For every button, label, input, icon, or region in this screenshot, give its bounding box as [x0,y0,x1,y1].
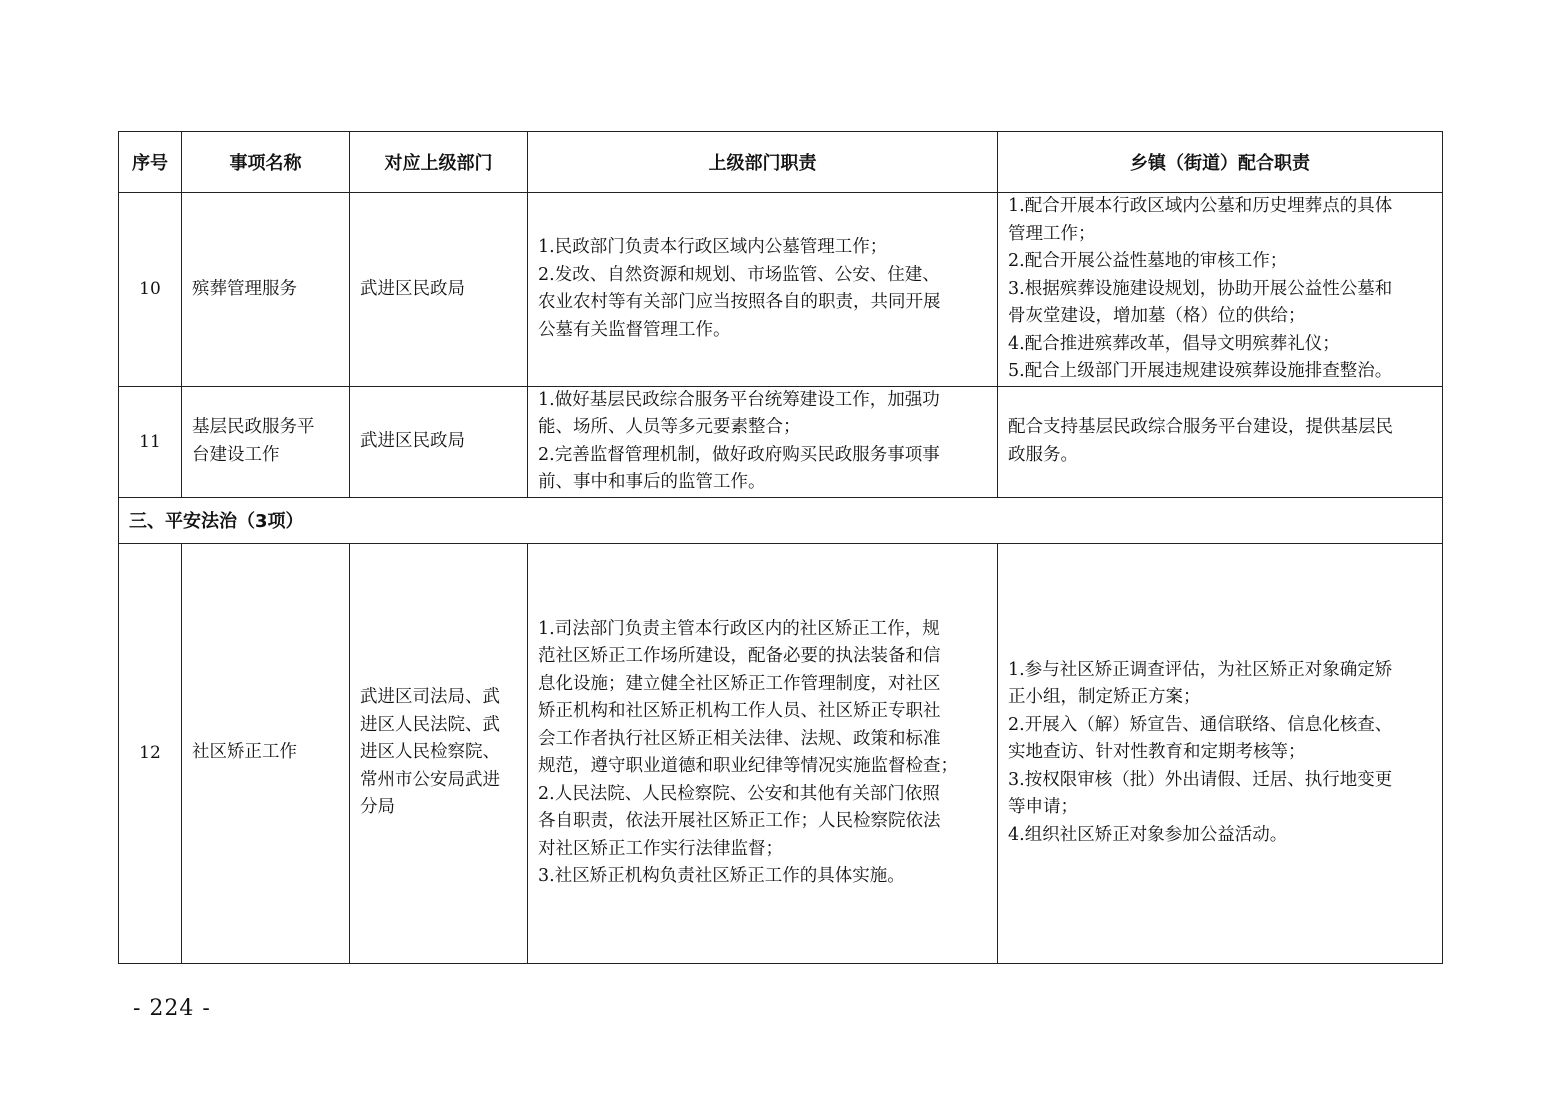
table-row [119,543,1443,963]
header-superior-duties: 上级部门职责 [528,132,998,193]
text-line: 4.配合推进殡葬改革，倡导文明殡葬礼仪； [1008,333,1340,354]
text-line: 前、事中和事后的监管工作。 [538,472,766,492]
text-line: 3.根据殡葬设施建设规划，协助开展公益性公墓和 [1008,278,1393,299]
section-row [119,497,1443,543]
text-line: 各自职责，依法开展社区矫正工作；人民检察院依法 [538,811,941,831]
row-item-name [182,543,350,963]
text-line: 骨灰堂建设，增加墓（格）位的供给； [1008,306,1306,326]
text-line: 2.人民法院、人民检察院、公安和其他有关部门依照 [538,783,940,804]
row-town-duties [998,193,1443,387]
text-line: 能、场所、人员等多元要素整合； [538,417,801,437]
text-line: 3.社区矫正机构负责社区矫正工作的具体实施。 [538,866,905,886]
header-town-duties: 乡镇（街道）配合职责 [998,132,1443,193]
text-line: 2.完善监督管理机制，做好政府购买民政服务事项事 [538,444,940,465]
text-line: 武进区司法局、武 [360,687,500,708]
header-item-name: 事项名称 [182,132,350,193]
header-department: 对应上级部门 [350,132,528,193]
text-line: 公墓有关监督管理工作。 [538,319,731,340]
text-line: 5.配合上级部门开展违规建设殡葬设施排查整治。 [1008,361,1393,381]
row-item-name [182,193,350,387]
table-header-row [119,132,1443,193]
text-line: 进区人民法院、武 [360,714,500,735]
row-town-duties [998,386,1443,497]
text-line: 2.发改、自然资源和规划、市场监管、公安、住建、 [538,264,940,285]
text-line: 武进区民政局 [360,430,465,451]
text-line: 矫正机构和社区矫正机构工作人员、社区矫正专职社 [538,701,941,721]
row-department [350,193,528,387]
text-line: 1.参与社区矫正调查评估，为社区矫正对象确定矫 [1008,659,1393,680]
text-line: 1.司法部门负责主管本行政区内的社区矫正工作，规 [538,618,940,639]
section-title: 三、平安法治（3项） [119,497,1443,543]
text-line: 2.配合开展公益性墓地的审核工作； [1008,251,1288,271]
header-number: 序号 [119,132,182,193]
text-line: 会工作者执行社区矫正相关法律、法规、政策和标准 [538,728,941,749]
row-superior-duties [528,543,998,963]
text-line: 殡葬管理服务 [192,278,297,299]
row-number: 10 [119,193,182,387]
row-department [350,543,528,963]
text-line: 对社区矫正工作实行法律监督； [538,838,783,859]
text-line: 1.民政部门负责本行政区域内公墓管理工作； [538,237,888,258]
duties-table [118,131,1443,964]
page-number: - 224 - [133,996,211,1021]
text-line: 管理工作； [1008,223,1096,244]
text-line: 农业农村等有关部门应当按照各自的职责，共同开展 [538,292,941,313]
text-line: 台建设工作 [192,444,280,465]
text-line: 规范，遵守职业道德和职业纪律等情况实施监督检查； [538,756,958,776]
row-number: 12 [119,543,182,963]
table-row [119,193,1443,387]
table-row [119,386,1443,497]
text-line: 武进区民政局 [360,278,465,299]
row-number: 11 [119,386,182,497]
row-item-name [182,386,350,497]
text-line: 1.配合开展本行政区域内公墓和历史埋葬点的具体 [1008,196,1393,216]
text-line: 基层民政服务平 [192,417,315,437]
text-line: 正小组，制定矫正方案； [1008,687,1201,708]
text-line: 4.组织社区矫正对象参加公益活动。 [1008,824,1288,845]
text-line: 配合支持基层民政综合服务平台建设，提供基层民 [1008,417,1393,437]
text-line: 政服务。 [1008,444,1078,465]
row-town-duties [998,543,1443,963]
text-line: 范社区矫正工作场所建设，配备必要的执法装备和信 [538,646,941,666]
text-line: 常州市公安局武进 [360,769,500,790]
text-line: 1.做好基层民政综合服务平台统筹建设工作，加强功 [538,389,940,410]
text-line: 社区矫正工作 [192,742,297,763]
row-superior-duties [528,193,998,387]
text-line: 分局 [360,797,395,818]
text-line: 息化设施；建立健全社区矫正工作管理制度，对社区 [538,673,941,694]
row-superior-duties [528,386,998,497]
text-line: 实地查访、针对性教育和定期考核等； [1008,742,1306,763]
text-line: 3.按权限审核（批）外出请假、迁居、执行地变更 [1008,769,1393,790]
row-department [350,386,528,497]
text-line: 2.开展入（解）矫宣告、通信联络、信息化核查、 [1008,714,1393,735]
text-line: 进区人民检察院、 [360,742,500,763]
text-line: 等申请； [1008,797,1078,818]
